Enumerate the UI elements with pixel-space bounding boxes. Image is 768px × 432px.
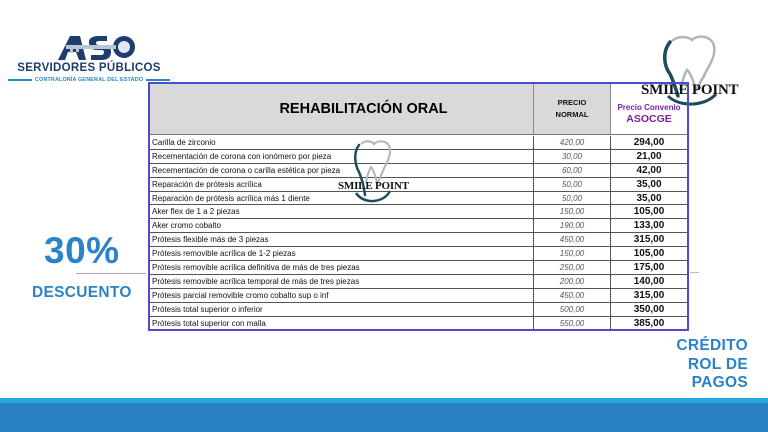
agreement-price: 294,00 <box>633 137 665 148</box>
footer-band <box>0 403 768 432</box>
agreement-price: 35,00 <box>636 192 662 204</box>
service-name: Aker cromo cobalto <box>150 219 534 232</box>
normal-price: 150,00 <box>534 247 611 260</box>
normal-price: 50,00 <box>534 192 611 205</box>
table-title: REHABILITACIÓN ORAL <box>150 84 534 134</box>
normal-price: 450,00 <box>534 289 611 302</box>
agreement-price: 315,00 <box>633 234 665 246</box>
discount-percent: 30% <box>44 230 120 271</box>
table-row <box>150 317 687 331</box>
table-row <box>150 303 687 317</box>
service-name: Prótesis removible acrílica definitiva de más de tres piezas <box>150 261 534 274</box>
normal-price: 30,00 <box>534 150 611 163</box>
service-name: Carilla de zirconio <box>150 136 534 149</box>
agreement-price: 21,00 <box>636 150 662 162</box>
agreement-price: 42,00 <box>636 164 662 176</box>
agreement-price: 175,00 <box>633 262 665 274</box>
normal-price: 200,00 <box>534 275 611 288</box>
table-row <box>150 289 687 303</box>
tooth-icon <box>352 139 392 205</box>
column-header-agreement-price: Precio Convenio ASOCGE <box>617 103 681 125</box>
service-name: Aker flex de 1 a 2 piezas <box>150 205 534 218</box>
normal-price: 60,00 <box>534 164 611 177</box>
table-row <box>150 247 687 261</box>
divider <box>8 79 32 81</box>
normal-price: 250,00 <box>534 261 611 274</box>
normal-price: 450,00 <box>534 233 611 246</box>
service-name: Recementación de corona o carilla estética por pieza <box>150 164 534 177</box>
normal-price: 420,00 <box>534 136 611 149</box>
table-row <box>150 233 687 247</box>
service-name: Reparación de prótesis acrílica más 1 diente <box>150 192 534 205</box>
aso-subtitle: CONTRALORÍA GENERAL DEL ESTADO <box>8 76 170 84</box>
service-name: Prótesis total superior con malla <box>150 317 534 331</box>
service-name: Prótesis removible acrílica de 1-2 piezas <box>150 247 534 260</box>
service-name: Prótesis parcial removible cromo cobalto sup o inf <box>150 289 534 302</box>
column-header-normal-price: PRECIO NORMAL <box>534 84 611 134</box>
table-row <box>150 275 687 289</box>
table-row <box>150 261 687 275</box>
agreement-price: 35,00 <box>636 178 662 190</box>
smile-point-name: SMILE POINT <box>641 82 739 98</box>
agreement-price: 105,00 <box>633 206 665 218</box>
service-name: Recementación de corona con ionómero por pieza <box>150 150 534 163</box>
aso-title: SERVIDORES PÚBLICOS <box>17 62 161 74</box>
agreement-price: 140,00 <box>633 275 665 287</box>
smile-point-name: SMILE POINT <box>338 180 409 192</box>
agreement-price: 133,00 <box>633 220 665 232</box>
service-name: Reparación de prótesis acrílica <box>150 178 534 191</box>
service-name: Prótesis flexible más de 3 piezas <box>150 233 534 246</box>
normal-price: 500,00 <box>534 303 611 316</box>
smile-point-watermark <box>334 139 424 209</box>
normal-price: 190,00 <box>534 219 611 232</box>
service-name: Prótesis total superior o inferior <box>150 303 534 316</box>
divider <box>146 79 170 81</box>
aso-key-icon <box>56 34 136 60</box>
divider <box>690 272 699 273</box>
service-name: Prótesis removible acrílica temporal de más de tres piezas <box>150 275 534 288</box>
credit-note: CRÉDITO ROL DE PAGOS <box>676 337 748 391</box>
normal-price: 550,00 <box>534 317 611 331</box>
divider <box>76 273 146 274</box>
table-header <box>150 84 687 135</box>
normal-price: 150,00 <box>534 205 611 218</box>
agreement-price: 105,00 <box>633 248 665 260</box>
discount-label: DESCUENTO <box>32 284 132 301</box>
table-row <box>150 219 687 233</box>
agreement-price: 350,00 <box>633 303 665 315</box>
agreement-price: 385,00 <box>633 317 665 329</box>
agreement-price: 315,00 <box>633 289 665 301</box>
aso-logo <box>8 32 170 82</box>
normal-price: 50,00 <box>534 178 611 191</box>
